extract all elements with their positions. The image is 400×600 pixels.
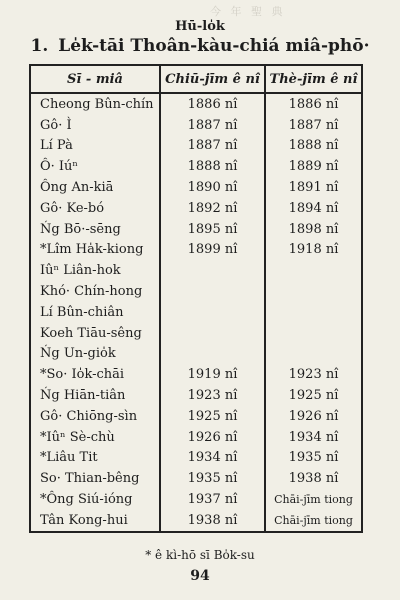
table-row [30,115,362,136]
column-header-name: Sī - miâ [30,65,160,93]
end-year-cell: 1925 nî [265,385,362,406]
name-cell: Koeh Tiāu-sêng [40,325,142,341]
table-row [30,93,362,115]
bleed-through-text: 今 年 聖 典 [210,5,286,18]
name-cell: Ńg Un-gio̍k [40,346,116,362]
name-cell: *Liâu Tit [40,450,98,466]
name-cell: Tân Kong-hui [40,512,128,528]
start-year-cell: 1887 nî [160,136,265,157]
table-row [30,302,362,323]
table-row [30,219,362,240]
name-cell: Cheong Bûn-chín [40,96,154,112]
table-row [30,240,362,261]
name-cell: Khó· Chín-hong [40,284,143,300]
start-year-cell: 1895 nî [160,219,265,240]
table-row [30,448,362,469]
name-cell: Ńg Bō·-sēng [40,221,121,237]
end-year-cell: 1938 nî [265,468,362,489]
table-row [30,427,362,448]
footnote: * ê kì-hō sī Bo̍k-su [145,548,255,562]
start-year-cell: 1892 nî [160,198,265,219]
end-year-cell [265,302,362,323]
start-year-cell: 1888 nî [160,156,265,177]
start-year-cell [160,344,265,365]
table-row [30,136,362,157]
start-year-cell: 1935 nî [160,468,265,489]
start-year-cell: 1938 nî [160,510,265,532]
table-row [30,364,362,385]
start-year-cell: 1923 nî [160,385,265,406]
end-year-cell [265,281,362,302]
table-row [30,281,362,302]
start-year-cell: 1899 nî [160,240,265,261]
section-header: Hū-lo̍k [175,19,225,34]
end-year-cell: 1935 nî [265,448,362,469]
start-year-cell: 1886 nî [160,93,265,115]
table-row [30,510,362,532]
name-cell: Lí Pà [40,138,73,154]
name-cell: *Ông Siú-ióng [40,492,133,508]
name-cell: *So· Io̍k-chāi [40,367,125,383]
name-cell: Ông An-kiā [40,180,114,196]
start-year-cell: 1934 nî [160,448,265,469]
start-year-cell: 1937 nî [160,489,265,510]
table-row [30,177,362,198]
end-year-cell [265,344,362,365]
table-header-row [30,65,362,93]
table-row [30,344,362,365]
column-header-end: Thè-jīm ê nî [265,65,362,93]
table-row [30,406,362,427]
start-year-cell: 1925 nî [160,406,265,427]
table-row [30,198,362,219]
name-cell: *Lîm Ha̍k-kiong [40,242,144,258]
start-year-cell: 1919 nî [160,364,265,385]
name-cell: So· Thian-bêng [40,471,140,487]
end-year-cell: 1923 nî [265,364,362,385]
end-year-cell: Chāi-jīm tiong [265,489,362,510]
start-year-cell [160,281,265,302]
end-year-cell: 1886 nî [265,93,362,115]
end-year-cell: 1891 nî [265,177,362,198]
start-year-cell: 1926 nî [160,427,265,448]
page-number: 94 [190,568,210,584]
end-year-cell: 1918 nî [265,240,362,261]
table-row [30,468,362,489]
start-year-cell: 1887 nî [160,115,265,136]
start-year-cell [160,323,265,344]
table-row [30,260,362,281]
name-cell: Ńg Hiān-tiân [40,388,126,404]
page-title [0,36,400,56]
end-year-cell: Chāi-jīm tiong [265,510,362,532]
start-year-cell: 1890 nî [160,177,265,198]
name-cell: Gô· Ke-bó [40,200,105,216]
end-year-cell [265,323,362,344]
end-year-cell: 1887 nî [265,115,362,136]
end-year-cell: 1926 nî [265,406,362,427]
end-year-cell: 1934 nî [265,427,362,448]
title-number: 1. [30,36,49,56]
end-year-cell: 1894 nî [265,198,362,219]
title-text: Le̍k-tāi Thoân-kàu-chiá miâ-phō· [58,36,370,56]
name-cell: Gô· Ì [40,117,72,133]
name-cell: *Iûⁿ Sè-chù [40,429,115,445]
table-body [30,93,362,532]
end-year-cell [265,260,362,281]
table-row [30,323,362,344]
name-cell: Iûⁿ Liân-hok [40,263,121,279]
end-year-cell: 1898 nî [265,219,362,240]
preacher-table [29,64,363,533]
table-row [30,156,362,177]
column-header-start: Chiū-jīm ê nî [160,65,265,93]
end-year-cell: 1888 nî [265,136,362,157]
name-cell: Ô· Iúⁿ [40,159,79,175]
name-cell: Gô· Chiōng-sìn [40,408,138,424]
start-year-cell [160,302,265,323]
end-year-cell: 1889 nî [265,156,362,177]
table-row [30,385,362,406]
table-row [30,489,362,510]
name-cell: Lí Bûn-chiân [40,304,124,320]
start-year-cell [160,260,265,281]
